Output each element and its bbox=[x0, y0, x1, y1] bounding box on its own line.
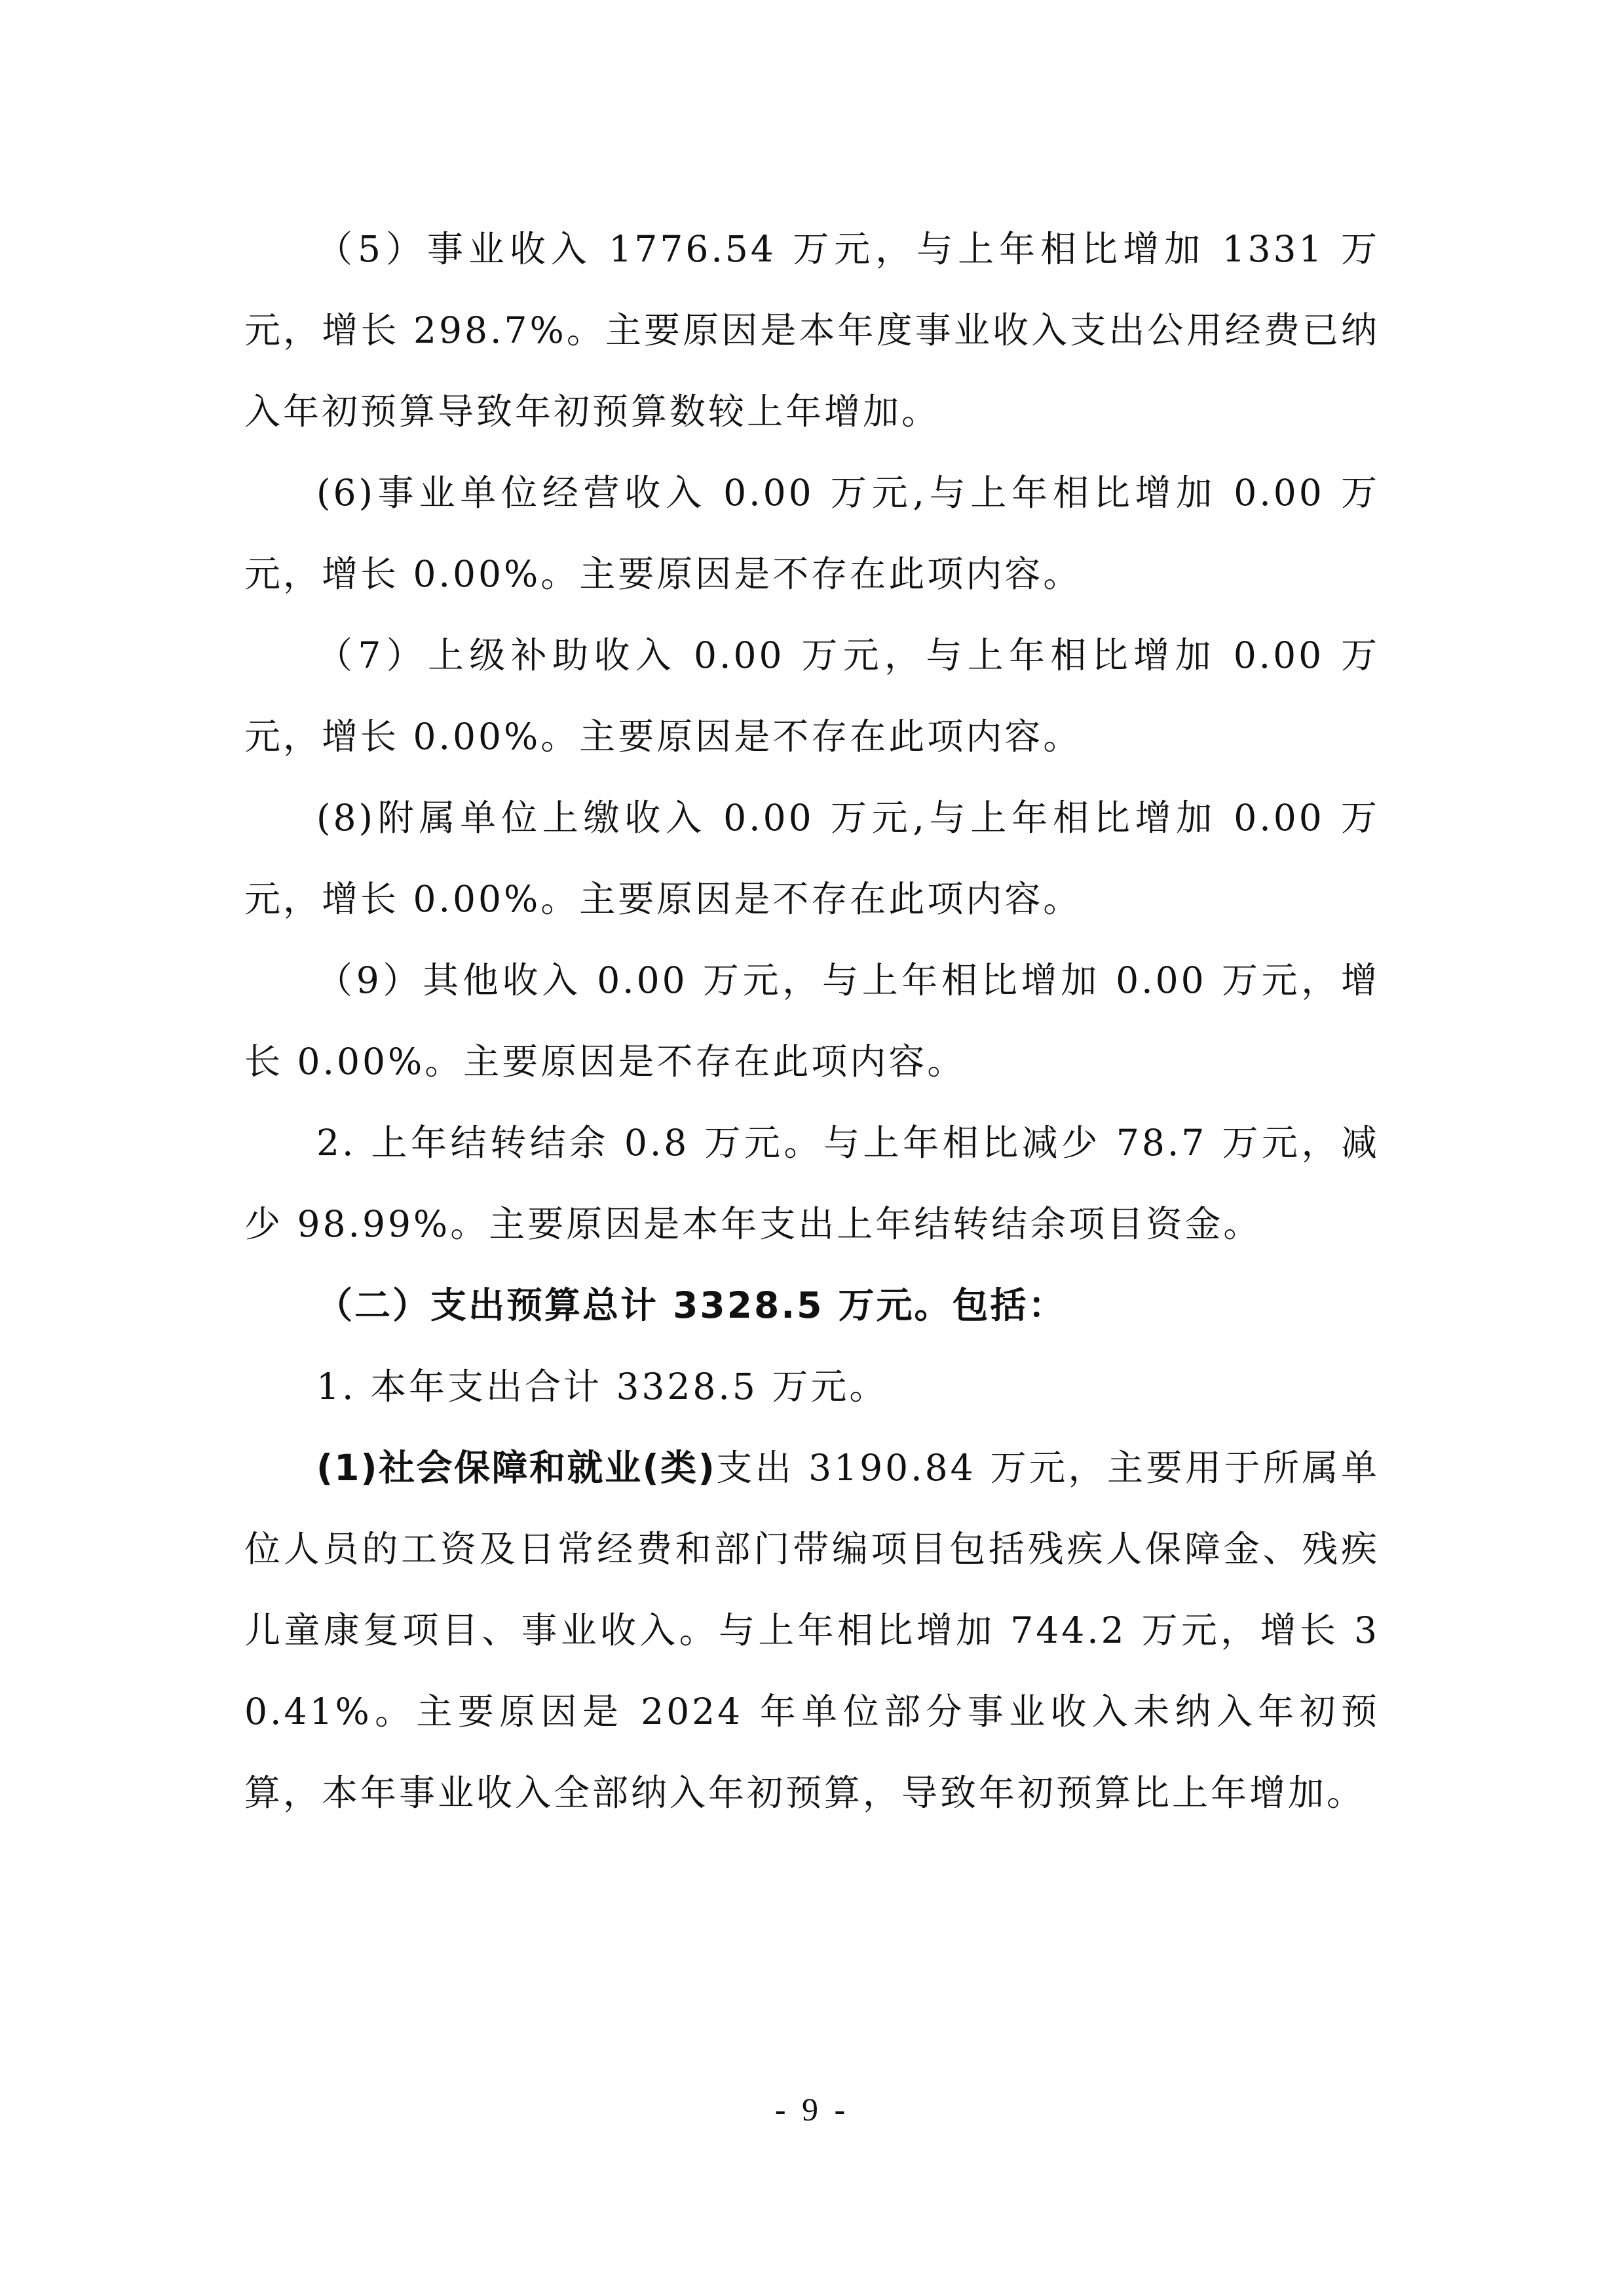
paragraph-business-income: （5）事业收入 1776.54 万元，与上年相比增加 1331 万元，增长 298.7%。主要原因是本年度事业收入支出公用经费已纳入年初预算导致年初预算数较上年增加。 bbox=[244, 228, 1380, 432]
paragraph-other-income: （9）其他收入 0.00 万元，与上年相比增加 0.00 万元，增长 0.00%。主要原因是不存在此项内容。 bbox=[244, 959, 1380, 1082]
heading-expenditure-budget: （二）支出预算总计 3328.5 万元。包括： bbox=[316, 1284, 1067, 1326]
paragraph-carryover: 2. 上年结转结余 0.8 万元。与上年相比减少 78.7 万元，减少 98.99%。主要原因是本年支出上年结转结余项目资金。 bbox=[244, 1122, 1380, 1245]
social-security-body: 支出 3190.84 万元，主要用于所属单位人员的工资及日常经费和部门带编项目包括残疾人保障金、残疾儿童康复项目、事业收入。与上年相比增加 744.2 万元，增长 30.41%。主要原因是 2024 年单位部分事业收入未纳入年初预算，本年事业收入全部纳入年初预算，导致年初预算比上年增加。 bbox=[244, 1447, 1380, 1814]
social-security-lead: (1)社会保障和就业(类) bbox=[316, 1447, 716, 1489]
paragraph-superior-subsidy: （7）上级补助收入 0.00 万元，与上年相比增加 0.00 万元，增长 0.00%。主要原因是不存在此项内容。 bbox=[244, 634, 1380, 757]
paragraph-total-expenditure: 1. 本年支出合计 3328.5 万元。 bbox=[316, 1366, 888, 1407]
paragraph-operating-income: (6)事业单位经营收入 0.00 万元,与上年相比增加 0.00 万元，增长 0.00%。主要原因是不存在此项内容。 bbox=[244, 472, 1380, 595]
page-number: - 9 - bbox=[774, 2091, 850, 2128]
paragraph-social-security bbox=[244, 1427, 1380, 1833]
body-text bbox=[244, 208, 1380, 1833]
paragraph-affiliated-units: (8)附属单位上缴收入 0.00 万元,与上年相比增加 0.00 万元，增长 0.00%。主要原因是不存在此项内容。 bbox=[244, 797, 1380, 920]
